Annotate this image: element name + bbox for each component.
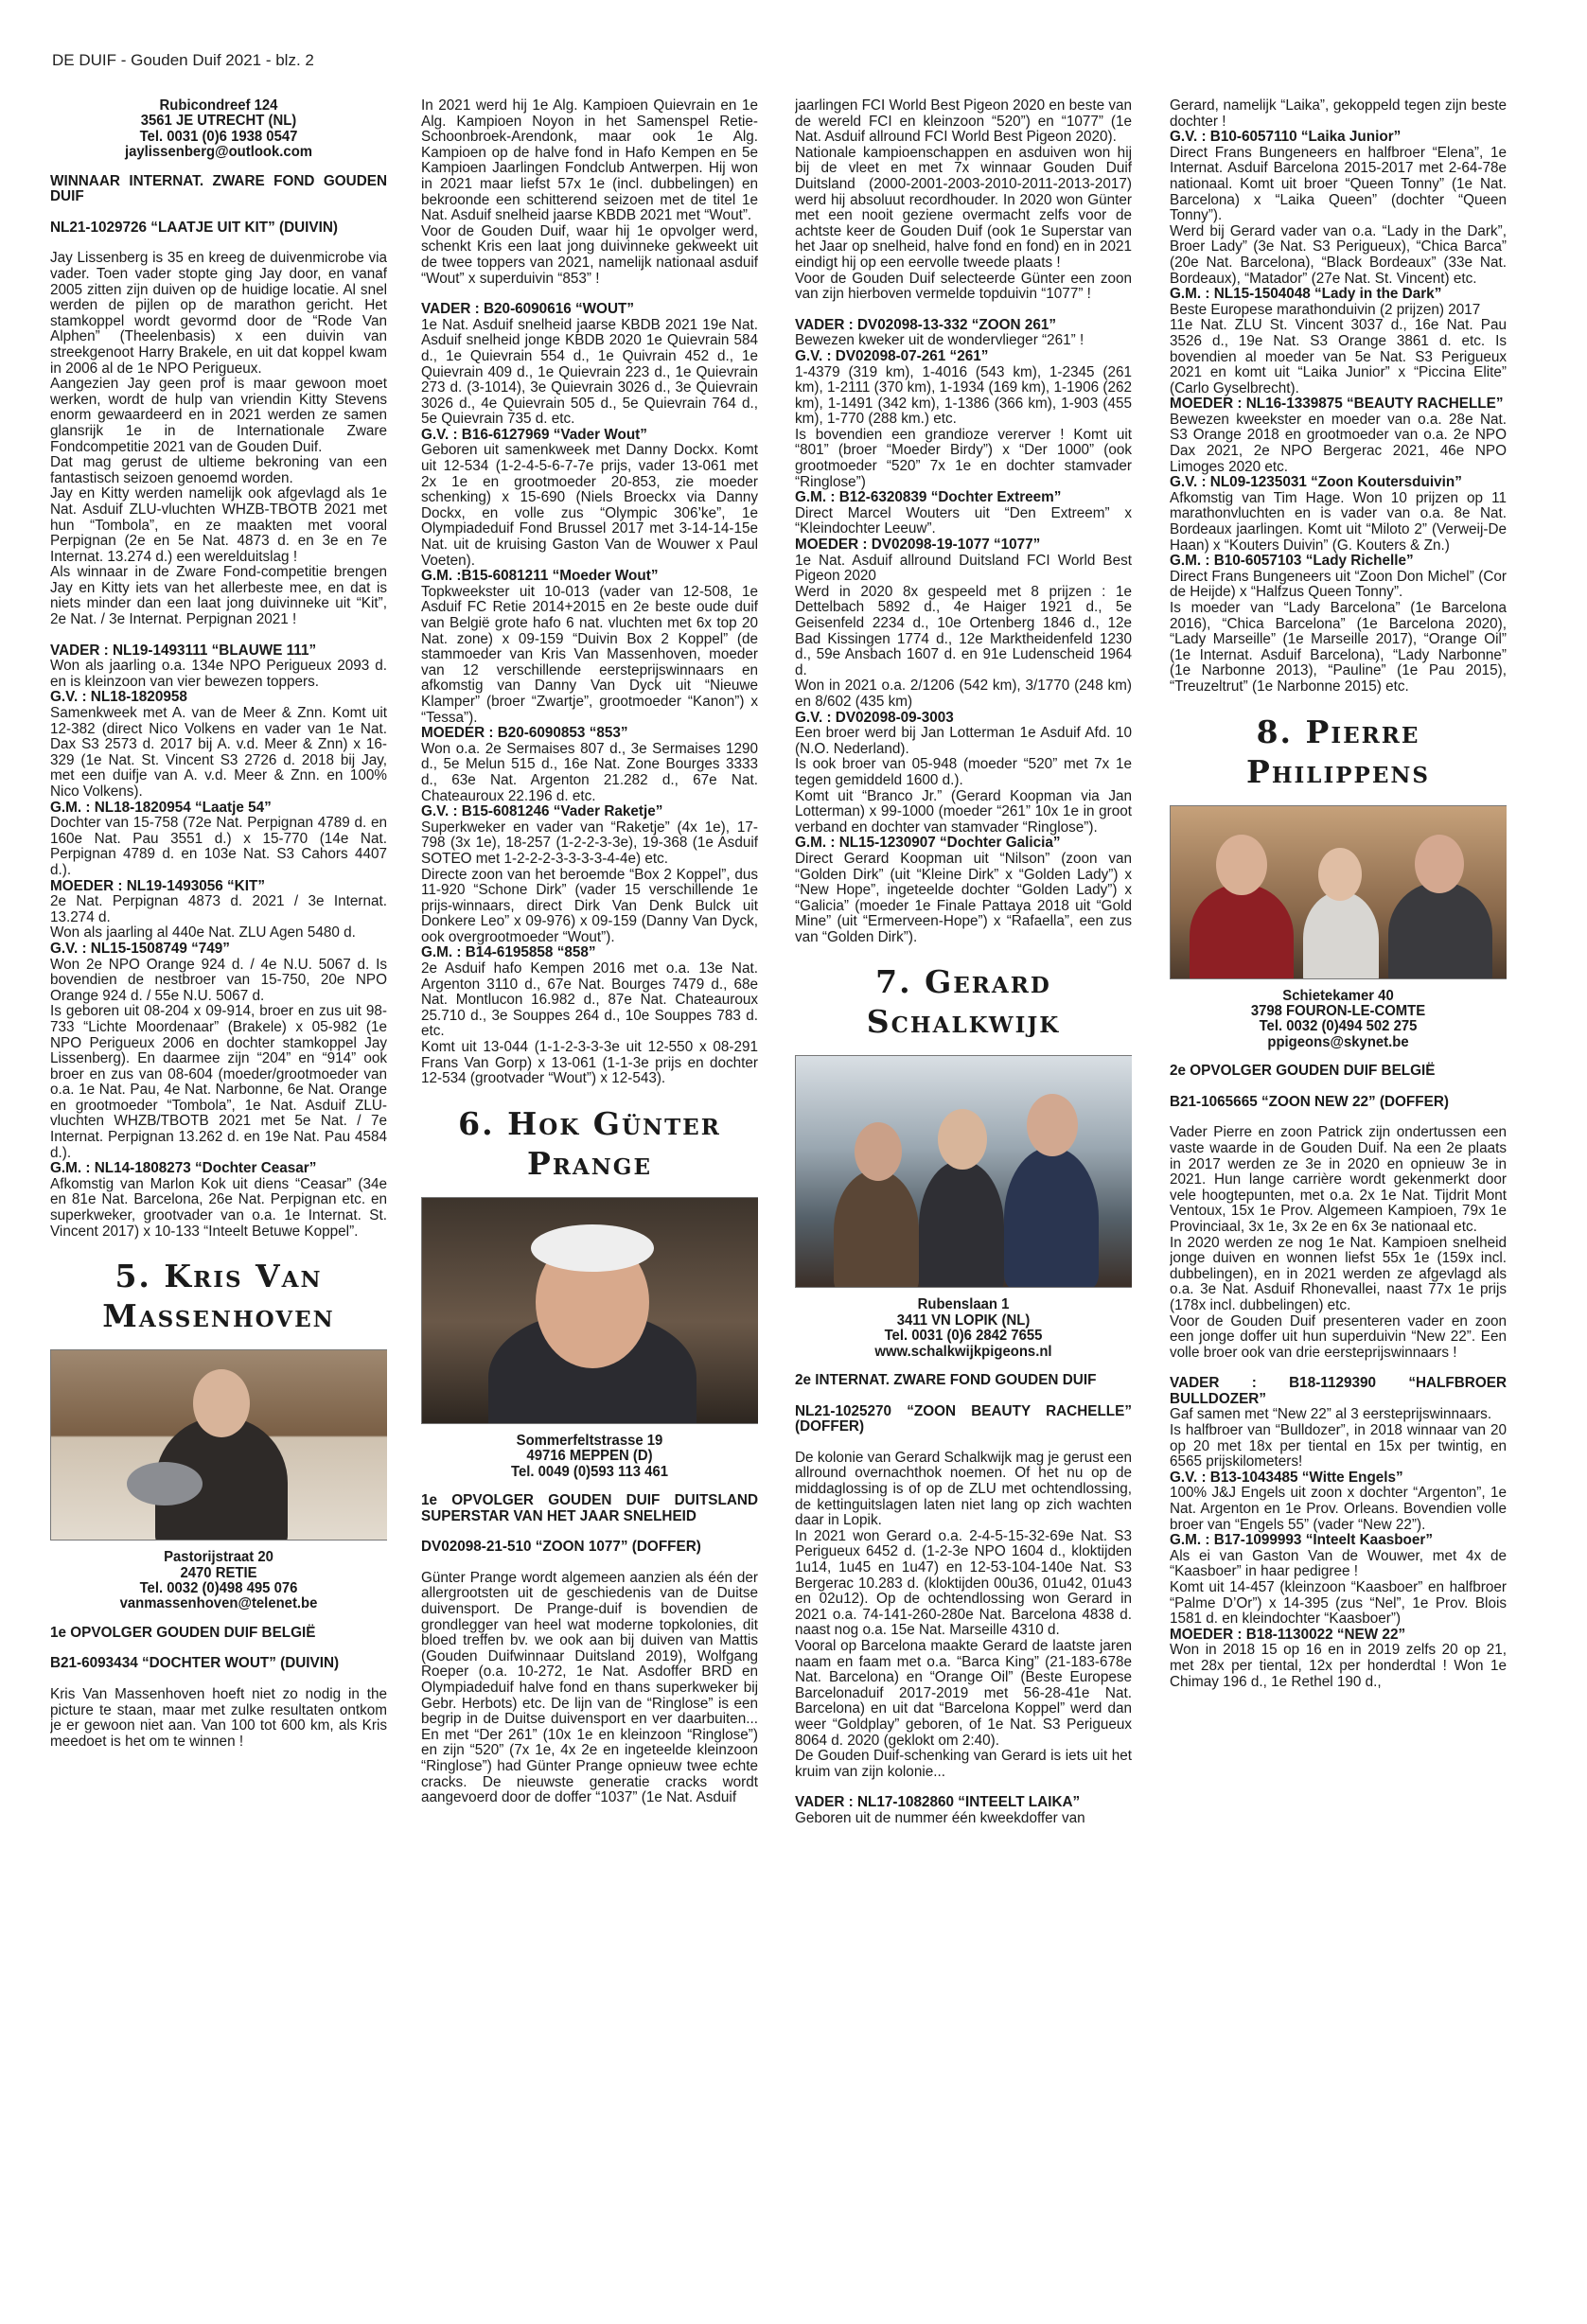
phone-line: Tel. 0049 (0)593 113 461 [510, 1463, 669, 1480]
grandmother-heading: G.M. : NL15-1504048 “Lady in the Dark” [1170, 286, 1442, 303]
phone-line: Tel. 0032 (0)494 502 275 [1259, 1018, 1418, 1035]
paragraph: Direct Gerard Koopman uit “Nilson” (zoon van “Golden Dirk” (uit “Kleine Dirk” x “Golden Lady”) x “New Hope”, ingeteelde dochter “Golden Lady”) x “Galicia” (moeder 1e Finale Pattaya 2018 uit “Gold Mine” (uit “Ermerveen-Hope”) x “Rafaella”, een zus van “Golden Dirk”). [795, 850, 1132, 945]
paragraph: Komt uit 13-044 (1-1-2-3-3-3e uit 12-550 x 08-291 Frans Van Gorp) x 13-061 (1-1-3e prijs en dochter 12-534 (grootvader “Wout”) x 12-543). [421, 1039, 758, 1087]
website-link[interactable]: www.schalkwijkpigeons.nl [874, 1343, 1052, 1360]
award-heading: WINNAAR INTERNAT. ZWARE FOND GOUDEN DUIF [50, 172, 387, 205]
photo-gunter-prange [421, 1197, 758, 1424]
paragraph: Voor de Gouden Duif, waar hij 1e opvolger werd, schenkt Kris een laat jong duivinneke gekweekt uit de twee toppers van 2021, namelijk nationaal asduif “Wout” x superduivin “853” ! [421, 222, 758, 287]
pigeon-heading: NL21-1029726 “LAATJE UIT KIT” (DUIVIN) [50, 219, 339, 236]
grandfather-heading: G.V. : NL09-1235031 “Zoon Koutersduivin” [1170, 474, 1462, 491]
grandfather-heading: G.V. : NL18-1820958 [50, 689, 187, 706]
paragraph: 1e Nat. Asduif allround Duitsland FCI World Best Pigeon 2020 [795, 552, 1132, 585]
pigeon-heading: NL21-1025270 “ZOON BEAUTY RACHELLE” (DOFFER) [795, 1402, 1132, 1435]
paragraph: Gaf samen met “New 22” al 3 eersteprijswinnaars. [1170, 1406, 1492, 1423]
section-title-8: 8. Pierre Philippens [1246, 713, 1430, 790]
paragraph: In 2020 werden ze nog 1e Nat. Kampioen snelheid jonge duiven en wonnen liefst 55x 1e (159x incl. dubbelingen), en in 2021 werden ze afgevlagd als o.a. 3e Nat. Asduif Rhonevallei, naast 77x 1e prijs (178x incl. dubbelingen) etc. [1170, 1234, 1507, 1313]
paragraph: Nationale kampioenschappen en asduiven won hij bij de vleet en met 7x winnaar Gouden Duif Duitsland (2000-2001-2003-2010-2011-2013-2017) werd hij absoluut recordhouder. In 2020 won Günter met een nooit geziene overmacht zelfs voor de achtste keer de Gouden Duif (ook 1e Superstar van het Jaar op snelheid, halve fond en fond) en in 2021 eindigt hij op een eervolle tweede plaats ! [795, 144, 1132, 271]
paragraph: 100% J&J Engels uit zoon x dochter “Argenton”, 1e Nat. Argenton en 1e Prov. Orleans. Bovendien volle broer van “Engels 55” (vader “New 22”). [1170, 1485, 1507, 1533]
paragraph: Gerard, namelijk “Laika”, gekoppeld tegen zijn beste dochter ! [1170, 98, 1507, 130]
mother-heading: MOEDER : DV02098-19-1077 “1077” [795, 537, 1041, 554]
address-line: 3798 FOURON-LE-COMTE [1250, 1002, 1426, 1019]
column-2 [421, 98, 758, 2294]
paragraph: Komt uit 14-457 (kleinzoon “Kaasboer” en halfbroer “Palme D’Or”) x 14-395 (zus “Nel”, 1e Prov. Blois 1581 d. en kleindochter “Kaasboer”) [1170, 1579, 1507, 1628]
phone-line: Tel. 0032 (0)498 495 076 [139, 1580, 298, 1597]
grandmother-heading: G.M. : B14-6195858 “858” [421, 944, 596, 961]
grandfather-heading: G.V. : B13-1043485 “Witte Engels” [1170, 1469, 1403, 1486]
section-title-5: 5. Kris Van Massenhoven [102, 1258, 335, 1335]
photo-pierre-philippens [1170, 805, 1507, 979]
paragraph: Werd in 2020 8x gespeeld met 8 prijzen : 1e Dettelbach 5892 d., 4e Haiger 1921 d., 5e Geisenfeld 2234 d., 10e Ortenberg 1846 d., 12e Bad Kissingen 1774 d., 12e Marktheidenfeld 1230 d., 59e Ansbach 1607 d. en 91e Ludenscheid 1964 d. [795, 583, 1132, 678]
section-title-7: 7. Gerard Schalkwijk [866, 963, 1061, 1041]
paragraph: Vooral op Barcelona maakte Gerard de laatste jaren naam en faam met o.a. “Barca King” (21-183-678e Nat. Barcelona) en “Orange Oil” (Beste Europese Barcelonaduif 2017-2019 met 56-28-41e Nat. Barcelona) en uit dat “Barcelona Koppel” werd dan weer “Goldplay” geboren, of 1e Nat. S3 Perigueux 8064 d. 2020 (geklokt om 2:40). [795, 1638, 1132, 1749]
mother-heading: MOEDER : B20-6090853 “853” [421, 725, 628, 742]
email-link[interactable]: jaylissenberg@outlook.com [124, 144, 313, 161]
paragraph: Afkomstig van Marlon Kok uit diens “Ceasar” (34e en 81e Nat. Barcelona, 26e Nat. Perpignan etc. en superkweker, grootvader van o.a. 1e Internat. St. Vincent 2017) x 10-133 “Inteelt Betuwe Koppel”. [50, 1175, 387, 1240]
grandmother-heading: G.M. : NL18-1820954 “Laatje 54” [50, 799, 272, 816]
paragraph: Is ook broer van 05-948 (moeder “520” met 7x 1e tegen gemiddeld 1600 d.). [795, 756, 1132, 788]
address-line: Rubicondreef 124 [159, 98, 278, 114]
paragraph: In 2021 won Gerard o.a. 2-4-5-15-32-69e Nat. S3 Perigueux 6452 d. (1-2-3e NPO 1604 d., kloktijden 1u14, 1u45 en 1u47) en 12-53-104-140e Nat. S3 Bergerac 10.283 d. (kloktijden 00u36, 01u42, 01u43 en 02u12). Op de ochtendlossing won Gerard in 2021 o.a. 74-141-260-280e Nat. Barcelona 4838 d. naast nog o.a. 15e Nat. Marseille 4310 d. [795, 1527, 1132, 1639]
paragraph: Voor de Gouden Duif presenteren vader en zoon een jonge doffer uit hun superduivin “New 22”. Een volle broer ook van drie eersteprijswinnaars ! [1170, 1312, 1507, 1361]
paragraph: Won o.a. 2e Sermaises 807 d., 3e Sermaises 1290 d., 5e Melun 515 d., 16e Nat. Zone Bourges 3333 d., 63e Nat. Argenton 21.282 d., 67e Nat. Chateauroux 22.196 d. etc. [421, 740, 758, 804]
paragraph: Bewezen kweekster en moeder van o.a. 28e Nat. S3 Orange 2018 en grootmoeder van o.a. 2e NPO Dax 2021, 2e NPO Bergerac 2021, 46e NPO Limoges 2020 etc. [1170, 411, 1507, 475]
email-link[interactable]: ppigeons@skynet.be [1267, 1033, 1409, 1050]
father-heading: VADER : B18-1129390 “HALFBROER BULLDOZER” [1170, 1375, 1507, 1407]
grandfather-heading: G.V. : B10-6057110 “Laika Junior” [1170, 129, 1402, 146]
address-block-philippens [1181, 989, 1494, 1051]
father-heading: VADER : B20-6090616 “WOUT” [421, 301, 634, 318]
grandfather-heading: G.V. : B15-6081246 “Vader Raketje” [421, 803, 663, 820]
address-line: Schietekamer 40 [1282, 987, 1394, 1004]
column-1 [50, 98, 387, 2294]
phone-line: Tel. 0031 (0)6 2842 7655 [884, 1328, 1043, 1345]
paragraph: Als ei van Gaston Van de Wouwer, met 4x de “Kaasboer” in haar pedigree ! [1170, 1547, 1507, 1580]
paragraph: Günter Prange wordt algemeen aanzien als één der allergrootsten uit de geschiedenis van de Duitse duivensport. De Prange-duif is bovendien de grondlegger van heel wat moderne topkolonies, dit bloed treffen bv. we ook aan bij duiven van Mattis (Gouden Duifwinnaar Duitsland 2019), Wolfgang Roeper (o.a. 10-272, 1e Nat. Asdoffer BRD en Olympiadeduif halve fond en thans superkweker bij Gebr. Herbots) etc. De lijn van de “Ringlose” is een begrip in de Duitse duivensport en ver daarbuiten... En met “Der 261” (10x 1e en kleinzoon “Ringlose”) en zijn “520” (7x 1e, 4x 2e en ingeteelde kleinzoon “Ringlose”) had Günter Prange opnieuw twee echte cracks. De nieuwste generatie cracks wordt aangevoerd door de doffer “1037” (1e Nat. Asduif [421, 1569, 758, 1806]
grandfather-heading: G.V. : DV02098-07-261 “261” [795, 347, 989, 364]
phone-line: Tel. 0031 (0)6 1938 0547 [139, 128, 298, 145]
paragraph: Als winnaar in de Zware Fond-competitie brengen Jay en Kitty iets van het allerbeste mee, en dat is niets minder dan een laat jong duivinneke uit “Kit”, 2e Nat. / 3e Internat. Perpignan 2021 ! [50, 564, 387, 628]
paragraph: Dat mag gerust de ultieme bekroning van een fantastisch seizoen genoemd worden. [50, 454, 387, 486]
paragraph: Won 2e NPO Orange 924 d. / 4e N.U. 5067 d. Is bovendien de nestbroer van 15-750, 20e NPO Orange 924 d. / 55e N.U. 5067 d. [50, 956, 387, 1004]
father-heading: VADER : NL19-1493111 “BLAUWE 111” [50, 642, 317, 659]
mother-heading: MOEDER : NL19-1493056 “KIT” [50, 877, 265, 894]
paragraph: Direct Frans Bungeneers uit “Zoon Don Michel” (Cor de Heijde) x “Halfzus Queen Tonny”. [1170, 568, 1507, 601]
grandfather-heading: G.V. : B16-6127969 “Vader Wout” [421, 426, 647, 443]
paragraph: Aangezien Jay geen prof is maar gewoon moet werken, wordt de hulp van vriendin Kitty Stevens enorm gewaardeerd en in 2021 werden ze samen glansrijk 1e in de Internationale Zware Fondcompetitie 2021 van de Gouden Duif. [50, 376, 387, 455]
grandmother-heading: G.M. : B12-6320839 “Dochter Extreem” [795, 489, 1062, 506]
award-heading: 2e INTERNAT. ZWARE FOND GOUDEN DUIF [795, 1372, 1097, 1389]
paragraph: Samenkweek met A. van de Meer & Znn. Komt uit 12-382 (direct Nico Volkens en vader van 1e Nat. Dax S3 2573 d. 2017 bij A. v.d. Meer & Znn) x 16-329 (1e Nat. St. Vincent S3 2726 d. 2018 bij Jay, met een duifje van A. v.d. Meer & Znn. en 100% Nico Volkens). [50, 705, 387, 800]
grandfather-heading: G.V. : NL15-1508749 “749” [50, 940, 230, 957]
address-line: Rubenslaan 1 [917, 1296, 1010, 1313]
paragraph: jaarlingen FCI World Best Pigeon 2020 en beste van de wereld FCI en kleinzoon “520”) en “1077” (1e Nat. Asduif allround FCI World Best Pigeon 2020). [795, 98, 1132, 146]
paragraph: Voor de Gouden Duif selecteerde Günter een zoon van zijn hierboven vermelde topduivin “1077” ! [795, 270, 1132, 303]
paragraph: 11e Nat. ZLU St. Vincent 3037 d., 16e Nat. Pau 3526 d., 19e Nat. S3 Orange 3861 d. etc. Is bovendien al moeder van 5e Nat. S3 Perigueux 2021 en komt uit “Laika Junior” x “Piccina Elite” (Carlo Gyselbrecht). [1170, 317, 1507, 396]
father-heading: VADER : DV02098-13-332 “ZOON 261” [795, 316, 1057, 333]
paragraph: Werd bij Gerard vader van o.a. “Lady in the Dark”, Broer Lady” (3e Nat. S3 Perigueux), “Chica Barca” (20e Nat. Barcelona), “Black Bordeaux” (33e Nat. Bordeaux), “Matador” (27e Nat. St. Vincent) etc. [1170, 222, 1507, 287]
paragraph: Superkweker en vader van “Raketje” (4x 1e), 17-798 (3x 1e), 18-257 (1-2-2-3-3e), 19-368 (1e Asduif SOTEO met 1-2-2-2-3-3-3-3-4-4e) etc. [421, 819, 758, 867]
section-title-6: 6. Hok Günter Prange [458, 1104, 721, 1182]
pigeon-heading: DV02098-21-510 “ZOON 1077” (DOFFER) [421, 1539, 701, 1556]
address-line: Sommerfeltstrasse 19 [516, 1432, 663, 1449]
address-block-van-massenhoven [62, 1550, 375, 1612]
paragraph: 1-4379 (319 km), 1-4016 (543 km), 1-2345 (261 km), 1-2111 (370 km), 1-1934 (169 km), 1-1906 (262 km), 1-1491 (342 km), 1-1386 (366 km), 1-903 (455 km), 1-770 (288 km.) etc. [795, 363, 1132, 428]
paragraph: Won in 2021 o.a. 2/1206 (542 km), 3/1770 (248 km) en 8/602 (435 km) [795, 678, 1132, 710]
paragraph: In 2021 werd hij 1e Alg. Kampioen Quievrain en 1e Alg. Kampioen Noyon in het Samenspel Retie-Schoonbroek-Arendonk, maar ook 1e Alg. Kampioen op de halve fond in Hafo Kempen en 5e Kampioen Jaarlingen Fondclub Antwerpen. Hij won in 2021 maar liefst 57x 1e (incl. dubbelingen) en bekroonde een schitterend seizoen met de titel 1e Nat. Asduif snelheid jaarse KBDB 2021 met “Wout”. [421, 98, 758, 224]
paragraph: Is moeder van “Lady Barcelona” (1e Barcelona 2016), “Chica Barcelona” (1e Barcelona 2020), “Lady Marseille” (1e Marseille 2017), “Orange Oil” (1e Internat. Asduif Barcelona), “Lady Narbonne” (1e Narbonne 2013), “Pauline” (1e Pau 2015), “Treuzeltrut” (1e Narbonne 2015) etc. [1170, 600, 1507, 695]
grandmother-heading: G.M. : NL14-1808273 “Dochter Ceasar” [50, 1160, 317, 1177]
paragraph: 1e Nat. Asduif snelheid jaarse KBDB 2021 19e Nat. Asduif snelheid jonge KBDB 2020 1e Quievrain 584 d., 1e Quievrain 554 d., 1e Quivrain 452 d., 1e Quievrain 409 d., 1e Quievrain 223 d., 1e Quievrain 273 d. (3-1014), 3e Quievrain 3026 d., 3e Quievrain 3026 d., 4e Quievrain 505 d., 5e Quievrain 764 d., 5e Quievrain 735 d. etc. [421, 316, 758, 428]
grandmother-heading: G.M. : B17-1099993 “Inteelt Kaasboer” [1170, 1532, 1434, 1549]
paragraph: Directe zoon van het beroemde “Box 2 Koppel”, dus 11-920 “Schone Dirk” (vader 15 verschillende 1e prijs-winnaars, direct Dirk Van Denk Bulck uit Donkere Leo” x 09-976) x 09-159 (Danny Van Dyck, ook overgrootmoeder “Wout”). [421, 866, 758, 945]
paragraph: De kolonie van Gerard Schalkwijk mag je gerust een allround overnachthok noemen. Of het nu op de middaglossing is of op de ZLU met ochtendlossing, de kettinguitslagen laten niet lang op zich wachten daar in Lopik. [795, 1449, 1132, 1529]
award-heading: 1e OPVOLGER GOUDEN DUIF BELGIË [50, 1624, 316, 1641]
grandfather-heading: G.V. : DV02098-09-3003 [795, 709, 954, 726]
email-link[interactable]: vanmassenhoven@telenet.be [119, 1595, 318, 1612]
paragraph: Direct Marcel Wouters uit “Den Extreem” x “Kleindochter Leeuw”. [795, 504, 1132, 537]
paragraph: Jay en Kitty werden namelijk ook afgevlagd als 1e Nat. Asduif ZLU-vluchten WHZB-TBOTB 2021 met hun “Tombola”, en ze maakten met vooral Perpignan (2e en 5e Nat. 4873 d. en 3e en 7e Internat. 13.274 d.) een werelduitslag ! [50, 485, 387, 565]
grandmother-heading: G.M. : B10-6057103 “Lady Richelle” [1170, 553, 1414, 570]
address-line: 3561 JE UTRECHT (NL) [140, 113, 297, 130]
paragraph: Komt uit “Branco Jr.” (Gerard Koopman via Jan Lotterman) x 99-1000 (moeder “261” 10x 1e in groot verband en dochter van stamvader “Ringlose”). [795, 787, 1132, 836]
paragraph: Geboren uit samenkweek met Danny Dockx. Komt uit 12-534 (1-2-4-5-6-7-7e prijs, vader 13-061 met 2x 1e en grootmoeder 20-853, zie moeder schenking) x 15-690 (Niels Broeckx via Danny Dockx, en volle zus “Olympic 306’ke”, 1e Olympiadeduif Fond Brussel 2017 met 3-14-14-15e Nat. uit de kruising Gaston Van de Wouwer x Paul Voeten). [421, 442, 758, 569]
paragraph: Won als jaarling al 440e Nat. ZLU Agen 5480 d. [50, 924, 356, 942]
paragraph: Topkweekster uit 10-013 (vader van 12-508, 1e Asduif FC Retie 2014+2015 en 2e beste oude duif van België grote hafo 6 nat. vluchten met 6x top 20 Nat. zone) x 09-159 “Duivin Box 2 Koppel” (de stammoeder van Kris Van Massenhoven, moeder van 12 verschillende eersteprijswinnaars en afkomstig van Danny Van Dyck uit “Nieuwe Klamper” (broer “Zwartje”, grootmoeder “Kanon”) x “Tessa”). [421, 583, 758, 726]
grandmother-heading: G.M. : NL15-1230907 “Dochter Galicia” [795, 835, 1061, 852]
paragraph: Dochter van 15-758 (72e Nat. Perpignan 4789 d. en 160e Nat. Pau 3551 d.) x 15-770 (14e Nat. Perpignan 4789 d. en 103e Nat. S3 Cahors 4407 d.). [50, 815, 387, 878]
paragraph: 2e Nat. Perpignan 4873 d. 2021 / 3e Internat. 13.274 d. [50, 893, 387, 925]
paragraph: Bewezen kweker uit de wondervlieger “261” ! [795, 332, 1084, 349]
pigeon-heading: B21-1065665 “ZOON NEW 22” (DOFFER) [1170, 1093, 1449, 1110]
paragraph: Kris Van Massenhoven hoeft niet zo nodig in the picture te staan, maar met zulke resultaten ontkom je er gewoon niet aan. Van 100 tot 600 km, als Kris meedoet is het om te winnen ! [50, 1686, 387, 1750]
paragraph: Is geboren uit 08-204 x 09-914, broer en zus uit 98-733 “Lichte Moordenaar” (Brakele) x 05-982 (1e NPO Perigueux 2006 en dochter stamkoppel Jay Lissenberg). En daarmee zijn “204” en “914” ook broer en zus van 08-604 (moeder/grootmoeder van o.a. 1e Nat. Pau, 4e Nat. Narbonne, 6e Nat. Orange en grootmoeder “Tombola”, 1e Nat. Asduif ZLU-vluchten WHZB/TBOTB 2021 met 5e Nat. / 7e Internat. Perpignan 13.262 d. en 19e Nat. Pau 4584 d.). [50, 1003, 387, 1161]
address-block-schalkwijk [806, 1297, 1120, 1360]
mother-heading: MOEDER : NL16-1339875 “BEAUTY RACHELLE” [1170, 396, 1504, 413]
running-head: DE DUIF - Gouden Duif 2021 - blz. 2 [52, 51, 314, 69]
photo-gerard-schalkwijk [795, 1055, 1132, 1288]
address-line: 2470 RETIE [180, 1564, 257, 1581]
address-line: 49716 MEPPEN (D) [526, 1448, 653, 1465]
grandmother-heading: G.M. :B15-6081211 “Moeder Wout” [421, 568, 659, 585]
address-block-prange [432, 1434, 746, 1480]
father-heading: VADER : NL17-1082860 “INTEELT LAIKA” [795, 1794, 1081, 1811]
address-line: 3411 VN LOPIK (NL) [896, 1312, 1031, 1329]
column-3 [795, 98, 1132, 2294]
paragraph: Afkomstig van Tim Hage. Won 10 prijzen op 11 marathonvluchten en is vader van o.a. 8e Nat. Bordeaux jaarlingen. Komt uit “Miloto 2” (Verweij-De Haan) x “Kouters Duivin” (G. Kouters & Zn.) [1170, 489, 1507, 554]
photo-kris-van-massenhoven [50, 1349, 387, 1541]
paragraph: Beste Europese marathonduivin (2 prijzen) 2017 [1170, 301, 1481, 318]
mother-heading: MOEDER : B18-1130022 “NEW 22” [1170, 1626, 1406, 1643]
paragraph: Een broer werd bij Jan Lotterman 1e Asduif Afd. 10 (N.O. Nederland). [795, 725, 1132, 757]
paragraph: Is halfbroer van “Bulldozer”, in 2018 winnaar van 20 op 20 met 18x per tiental en 15x per twintig, en 6565 prijskilometers! [1170, 1422, 1507, 1470]
paragraph: Won in 2018 15 op 16 en in 2019 zelfs 20 op 21, met 28x per tiental, 12x per honderdtal ! Won 1e Chimay 196 d., 1e Rethel 190 d., [1170, 1642, 1507, 1690]
pigeon-heading: B21-6093434 “DOCHTER WOUT” (DUIVIN) [50, 1655, 340, 1672]
paragraph: Direct Frans Bungeneers en halfbroer “Elena”, 1e Internat. Asduif Barcelona 2015-2017 met 2-64-78e nationaal. Komt uit broer “Queen Tonny” (1e Nat. Barcelona) x “Laika Queen” (dochter “Queen Tonny”). [1170, 144, 1507, 224]
award-heading: 1e OPVOLGER GOUDEN DUIF DUITSLAND SUPERSTAR VAN HET JAAR SNELHEID [421, 1492, 758, 1524]
award-heading: 2e OPVOLGER GOUDEN DUIF BELGIË [1170, 1063, 1436, 1080]
column-4 [1170, 98, 1507, 2294]
paragraph: Is bovendien een grandioze vererver ! Komt uit “801” (broer “Moeder Birdy”) x “Der 1000” (ook grootmoeder “520” 7x 1e en dochter stamvader “Ringlose”) [795, 426, 1132, 490]
paragraph: De Gouden Duif-schenking van Gerard is iets uit het kruim van zijn kolonie... [795, 1748, 1132, 1780]
paragraph: Won als jaarling o.a. 134e NPO Perigueux 2093 d. en is kleinzoon van vier bewezen toppers. [50, 658, 387, 690]
address-line: Pastorijstraat 20 [164, 1549, 273, 1566]
paragraph: Vader Pierre en zoon Patrick zijn ondertussen een vaste waarde in de Gouden Duif. Na een 2e plaats in 2017 werden ze 3e in 2020 en opnieuw 3e in 2021. Hun lange carrière wordt gekenmerkt door vele hoogtepunten, met o.a. 2x 1e Nat. Tijdrit Mont Ventoux, 15x 1e Prov. Algemeen Kampioen, 79x 1e Provinciaal, 3x 1e, 3x 2e en 6x 3e nationaal etc. [1170, 1124, 1507, 1235]
paragraph: 2e Asduif hafo Kempen 2016 met o.a. 13e Nat. Argenton 3110 d., 67e Nat. Bourges 7479 d., 68e Nat. Montlucon 16.982 d., 87e Nat. Chateauroux 25.710 d., 3e Souppes 264 d., 10e Souppes 783 d. etc. [421, 960, 758, 1040]
paragraph: Geboren uit de nummer één kweekdoffer van [795, 1809, 1085, 1826]
address-block-lissenberg [62, 98, 375, 161]
paragraph: Jay Lissenberg is 35 en kreeg de duivenmicrobe via vader. Toen vader stopte ging Jay door, en vanaf 2005 zitten zijn duiven op de huidige locatie. Al snel werden de pijlen op de marathon gericht. Het stamkoppel wordt gevormd door de “Rode Van Alphen” (Theelenbasis) x een duivin van streekgenoot Harry Brakele, en uit dat koppel kwam in 2006 al de 1e NPO Perigueux. [50, 250, 387, 377]
